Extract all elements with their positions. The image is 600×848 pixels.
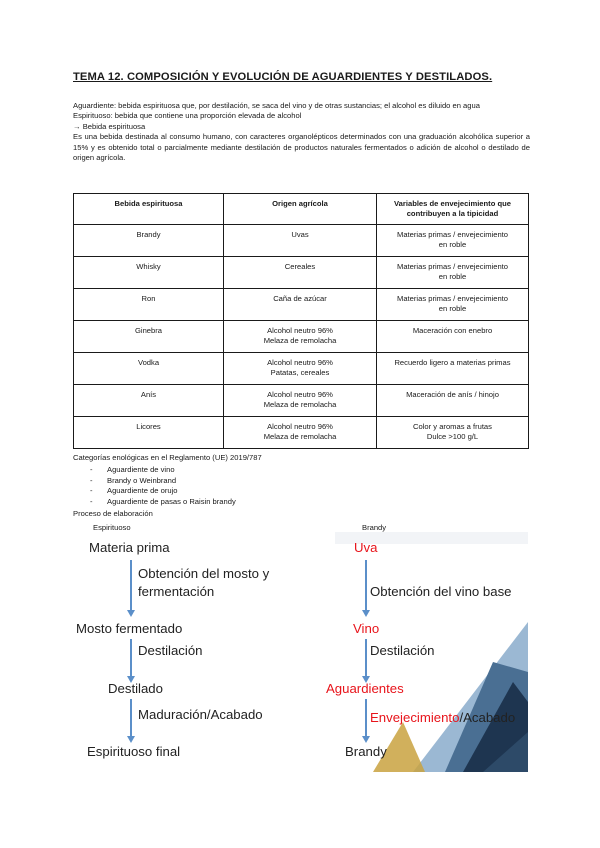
right-step-uva: Uva bbox=[354, 540, 378, 555]
intro-line-aguardiente: Aguardiente: bebida espirituosa que, por destilación, se saca del vino y de otras sustancias; el alcohol es diluido en agua bbox=[73, 101, 480, 110]
cell-origin bbox=[224, 321, 377, 353]
left-step-mosto: Mosto fermentado bbox=[76, 621, 183, 636]
cell-aging bbox=[377, 225, 529, 257]
cell-line: Alcohol neutro 96% bbox=[267, 390, 333, 399]
process-diagram bbox=[73, 532, 528, 772]
left-arrow-2 bbox=[130, 639, 132, 677]
cell-line: Dulce >100 g/L bbox=[426, 432, 479, 441]
cell-origin bbox=[224, 289, 377, 321]
header-aging: Variables de envejecimiento que contribuyen a la tipicidad bbox=[377, 194, 529, 225]
list-item: - Aguardiente de orujo bbox=[90, 486, 236, 497]
left-action-destilacion: Destilación bbox=[138, 643, 203, 658]
cell-drink: Ron bbox=[74, 289, 224, 321]
right-arrow-2 bbox=[365, 639, 367, 677]
acabado-text: /Acabado bbox=[459, 710, 516, 725]
cell-line: Materias primas / envejecimiento bbox=[397, 262, 508, 271]
cell-line: en roble bbox=[438, 240, 467, 249]
right-column-label: Brandy bbox=[362, 523, 387, 532]
left-step-destilado: Destilado bbox=[108, 681, 163, 696]
cell-line: Patatas, cereales bbox=[270, 368, 330, 377]
table-row bbox=[74, 289, 529, 321]
cell-aging bbox=[377, 321, 529, 353]
header-drink: Bebida espirituosa bbox=[74, 194, 224, 225]
definition-paragraph: Es una bebida destinada al consumo humano, con caracteres organolépticos determinados con una graduación alcohólica superior a 15% y es obtenido total o parcialmente mediante destilación de productos naturales fermentados o adición de alcohol o destilado de origen agrícola. bbox=[73, 132, 530, 163]
cell-aging bbox=[377, 417, 529, 449]
left-step-espirituoso-final: Espirituoso final bbox=[87, 744, 181, 759]
cell-origin bbox=[224, 353, 377, 385]
intro-line-espirituoso: Espirituoso: bebida que contiene una proporción elevada de alcohol bbox=[73, 111, 302, 121]
left-action-obtencion: Obtención del mosto y bbox=[138, 566, 270, 581]
table-row bbox=[74, 353, 529, 385]
cell-drink: Licores bbox=[74, 417, 224, 449]
left-column-label: Espirituoso bbox=[93, 523, 131, 532]
cell-origin bbox=[224, 257, 377, 289]
cell-drink: Brandy bbox=[74, 225, 224, 257]
cell-line: Melaza de remolacha bbox=[263, 400, 337, 409]
cell-line: Maceración de anís / hinojo bbox=[406, 390, 499, 399]
cell-line: en roble bbox=[438, 272, 467, 281]
arrow-down-icon bbox=[362, 610, 370, 617]
categories-list bbox=[90, 465, 236, 507]
cell-line: Alcohol neutro 96% bbox=[267, 358, 333, 367]
left-action-fermentacion: fermentación bbox=[138, 584, 215, 599]
cell-line: Color y aromas a frutas bbox=[413, 422, 492, 431]
left-arrow-3 bbox=[130, 699, 132, 737]
list-item: - Brandy o Weinbrand bbox=[90, 476, 236, 487]
left-step-materia-prima: Materia prima bbox=[89, 540, 170, 555]
arrow-down-icon bbox=[127, 736, 135, 743]
cell-line: Recuerdo ligero a materias primas bbox=[394, 358, 511, 367]
right-step-brandy: Brandy bbox=[345, 744, 387, 759]
intro-block bbox=[73, 101, 530, 163]
cell-line: Alcohol neutro 96% bbox=[267, 326, 333, 335]
cell-line: Melaza de remolacha bbox=[263, 336, 337, 345]
categories-heading: Categorías enológicas en el Reglamento (UE) 2019/787 bbox=[73, 453, 262, 462]
right-step-vino: Vino bbox=[353, 621, 380, 636]
cell-line: Materias primas / envejecimiento bbox=[397, 294, 508, 303]
right-action-vino-base: Obtención del vino base bbox=[370, 584, 512, 599]
cell-line: Maceración con enebro bbox=[412, 326, 493, 335]
intro-line-bebida: → Bebida espirituosa bbox=[73, 121, 146, 131]
arrow-down-icon bbox=[127, 610, 135, 617]
header-origin: Origen agrícola bbox=[224, 194, 377, 225]
envejecimiento-text: Envejecimiento bbox=[370, 710, 460, 725]
table-row bbox=[74, 385, 529, 417]
list-item: - Aguardiente de vino bbox=[90, 465, 236, 476]
cell-line: en roble bbox=[438, 304, 467, 313]
cell-line: Melaza de remolacha bbox=[263, 432, 337, 441]
cell-line: Cereales bbox=[284, 262, 316, 271]
right-arrow-1 bbox=[365, 560, 367, 611]
cell-line: Alcohol neutro 96% bbox=[267, 422, 333, 431]
cell-aging bbox=[377, 289, 529, 321]
cell-line: Uvas bbox=[291, 230, 309, 239]
right-arrow-3 bbox=[365, 699, 367, 737]
right-action-destilacion: Destilación bbox=[370, 643, 435, 658]
table-row bbox=[74, 225, 529, 257]
document-title: TEMA 12. COMPOSICIÓN Y EVOLUCIÓN DE AGUARDIENTES Y DESTILADOS. bbox=[73, 71, 493, 83]
left-arrow-1 bbox=[130, 560, 132, 611]
cell-aging bbox=[377, 257, 529, 289]
right-action-envejecimiento bbox=[370, 710, 515, 725]
cell-origin bbox=[224, 385, 377, 417]
list-item: - Aguardiente de pasas o Raisin brandy bbox=[90, 497, 236, 508]
right-step-aguardientes: Aguardientes bbox=[326, 681, 404, 696]
table-row bbox=[74, 321, 529, 353]
left-action-maduracion: Maduración/Acabado bbox=[138, 707, 263, 722]
cell-aging bbox=[377, 385, 529, 417]
cell-line: Materias primas / envejecimiento bbox=[397, 230, 508, 239]
cell-origin bbox=[224, 417, 377, 449]
arrow-down-icon bbox=[362, 736, 370, 743]
cell-drink: Ginebra bbox=[74, 321, 224, 353]
cell-drink: Anís bbox=[74, 385, 224, 417]
cell-drink: Vodka bbox=[74, 353, 224, 385]
table-row bbox=[74, 257, 529, 289]
table-row bbox=[74, 417, 529, 449]
cell-origin bbox=[224, 225, 377, 257]
cell-line: Caña de azúcar bbox=[273, 294, 327, 303]
spirits-table bbox=[73, 193, 529, 449]
process-heading: Proceso de elaboración bbox=[73, 509, 153, 518]
cell-aging bbox=[377, 353, 529, 385]
table-header-row bbox=[74, 194, 529, 225]
cell-drink: Whisky bbox=[74, 257, 224, 289]
